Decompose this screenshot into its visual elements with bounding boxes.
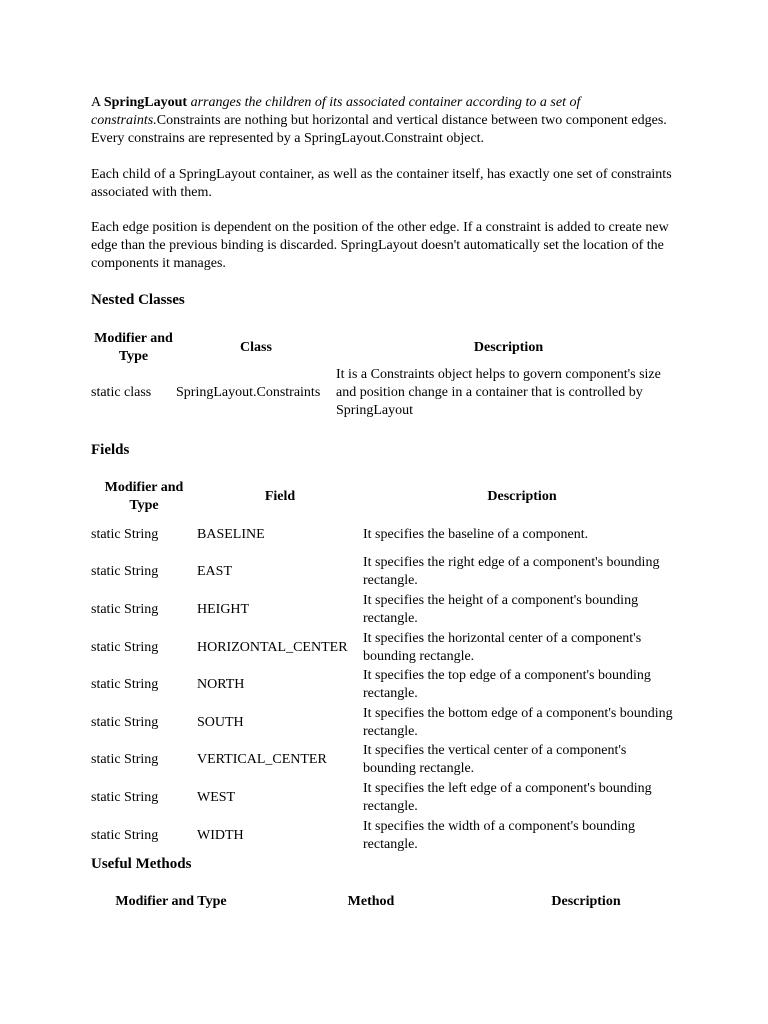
- header-method: Method: [347, 894, 395, 909]
- useful-methods-heading: Useful Methods: [91, 856, 192, 872]
- table-row: [91, 554, 681, 592]
- cell-modifier: static String: [91, 789, 159, 805]
- cell-description: It specifies the width of a component's bounding rectangle.: [363, 818, 635, 852]
- intro-prefix: A: [91, 95, 104, 110]
- cell-description: It specifies the horizontal center of a component's bounding rectangle.: [363, 630, 642, 664]
- table-row: [91, 817, 681, 855]
- table-row: [91, 516, 681, 554]
- cell-description: It specifies the right edge of a component's bounding rectangle.: [363, 555, 660, 589]
- cell-field: HEIGHT: [197, 601, 250, 617]
- cell-modifier: static String: [91, 827, 159, 843]
- cell-modifier: static class: [91, 385, 152, 400]
- header-description: Description: [551, 894, 621, 909]
- table-row: [91, 666, 681, 704]
- table-row: [91, 779, 681, 817]
- intro-paragraph-3: Each edge position is dependent on the position of the other edge. If a constraint is added to create new edge than the previous binding is discarded. SpringLayout doesn't automatically set the location of the components it manages.: [91, 220, 669, 271]
- cell-modifier: static String: [91, 564, 159, 580]
- cell-field: WEST: [197, 789, 236, 805]
- cell-field: HORIZONTAL_CENTER: [197, 639, 348, 655]
- cell-field: EAST: [197, 564, 232, 580]
- cell-modifier: static String: [91, 752, 159, 768]
- cell-class: SpringLayout.Constraints: [176, 385, 321, 400]
- header-description: Description: [487, 489, 557, 504]
- header-modifier-type: Modifier and Type: [115, 894, 227, 909]
- useful-methods-table: [91, 893, 681, 911]
- cell-description: It specifies the top edge of a component's bounding rectangle.: [363, 668, 651, 702]
- cell-description: It specifies the vertical center of a component's bounding rectangle.: [363, 743, 627, 777]
- table-row: [91, 629, 681, 667]
- cell-field: SOUTH: [197, 714, 244, 730]
- nested-classes-table: [91, 330, 681, 420]
- cell-description: It specifies the baseline of a component.: [363, 526, 589, 542]
- cell-field: WIDTH: [197, 827, 244, 843]
- table-row: [91, 742, 681, 780]
- cell-description: It specifies the height of a component's bounding rectangle.: [363, 592, 639, 626]
- cell-modifier: static String: [91, 714, 159, 730]
- fields-table: [91, 478, 681, 854]
- cell-modifier: static String: [91, 677, 159, 693]
- table-header-row: [91, 893, 681, 911]
- cell-modifier: static String: [91, 526, 159, 542]
- intro-rest: Constraints are nothing but horizontal and vertical distance between two component edges. Every constrains are represented by a SpringLayout.Constraint object.: [91, 113, 667, 146]
- intro-paragraph-2: Each child of a SpringLayout container, as well as the container itself, has exactly one set of constraints associated with them.: [91, 167, 672, 200]
- nested-classes-heading: Nested Classes: [91, 292, 185, 308]
- cell-modifier: static String: [91, 639, 159, 655]
- table-row: [91, 591, 681, 629]
- intro-italic-definition: arranges the children of its associated container according to a set of constraints.: [91, 95, 581, 128]
- header-field: Field: [264, 489, 296, 504]
- springlayout-term: SpringLayout: [103, 95, 188, 110]
- table-header-row: [91, 330, 681, 366]
- cell-description: It specifies the bottom edge of a component's bounding rectangle.: [363, 705, 673, 739]
- table-row: [91, 704, 681, 742]
- cell-description: It is a Constraints object helps to govern component's size and position change in a container that is controlled by SpringLayout: [336, 367, 661, 418]
- header-modifier-type: Modifier and Type: [94, 331, 173, 364]
- header-description: Description: [473, 340, 544, 355]
- header-class: Class: [240, 340, 272, 355]
- cell-field: VERTICAL_CENTER: [197, 752, 327, 768]
- cell-description: It specifies the left edge of a component's bounding rectangle.: [363, 780, 652, 814]
- intro-paragraph-1: [91, 94, 681, 148]
- cell-field: NORTH: [197, 677, 245, 693]
- fields-heading: Fields: [91, 442, 130, 458]
- header-modifier-type: Modifier and Type: [104, 480, 184, 513]
- table-row: [91, 366, 681, 420]
- table-header-row: [91, 478, 681, 516]
- cell-modifier: static String: [91, 601, 159, 617]
- cell-field: BASELINE: [197, 526, 265, 542]
